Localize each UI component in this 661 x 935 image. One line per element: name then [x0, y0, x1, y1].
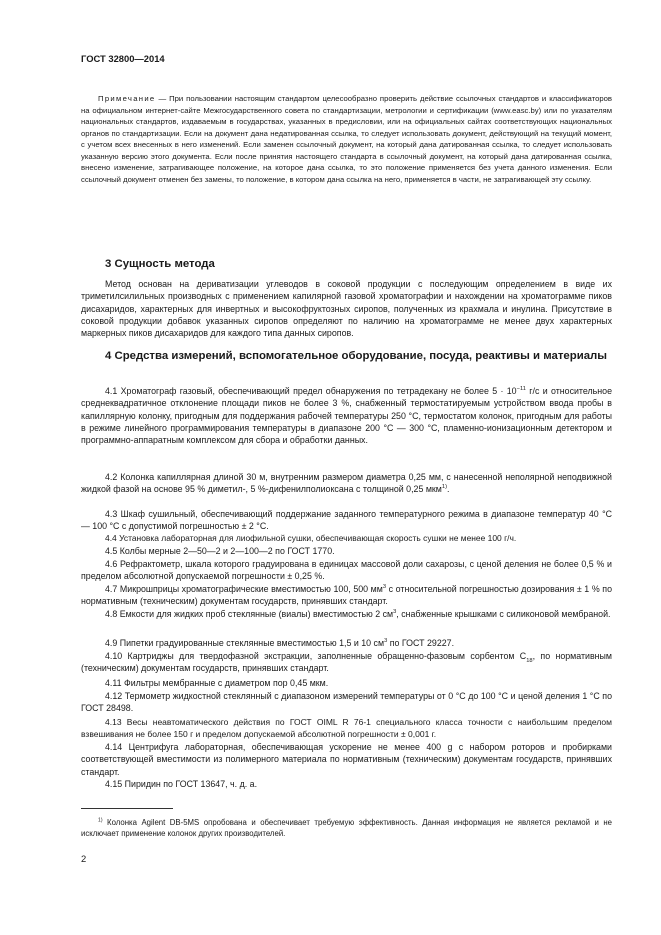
footnote-mark: 1) [98, 817, 103, 824]
note-text: — При пользовании настоящим стандартом целесообразно проверить действие ссылочных стандартов и классификаторов на официальном интернет-сайте Межгосударственного совета по стандартизации, метрологии и сертификации (www.easc.by) или по указателям национальных стандартов, издаваемым в государствах, указанных в предисловии, или на официальных сайтах соответствующих национальных органов по стандартизации. Если на документ дана недатированная ссылка, то следует использовать документ, действующий на текущий момент, с учетом всех внесенных в него изменений. Если заменен ссылочный документ, на который дана датированная ссылка, то следует использовать указанную версию этого документа. Если после принятия настоящего стандарта в ссылочный документ, на который дана датированная ссылка, внесено изменение, затрагивающее положение, на которое дана ссылка, то это положение применяется без учета данного изменения. Если ссылочный документ отменен без замены, то положение, в котором дана ссылка на него, применяется в части, не затрагивающей эту ссылку. [81, 94, 612, 184]
document-header: ГОСТ 32800—2014 [81, 53, 165, 64]
clause-4-4: 4.4 Установка лабораторная для лиофильной сушки, обеспечивающая скорость сушки не менее 100 г/ч. [105, 533, 517, 543]
section-3-text: Метод основан на дериватизации углеводов в соковой продукции с последующим определением в виде их триметилсилильных производных с применением капилярной газовой хроматографии и нахождении на хроматограмме пиков дисахаридов, характерных для инвертных и высокофруктозных сиропов, полученных из крахмала и инулина. Присутствие в соковой продукции добавок указанных сиропов определяют по наличию на хроматограмме не менее двух характерных маркерных пиков дисахаридов для каждого типа данных сиропов. [81, 279, 612, 339]
clause-4-1: 4.1 Хроматограф газовый, обеспечивающий предел обнаружения по тетрадекану не более $5 \cdot 10^{-11}$ г/с и относительное среднеквадратичное отклонение площади пиков не более 3 %, снабженный термостатируемым устройством ввода пробы в капиллярную колонку, пригодным для поддержания рабочей температуры 250 °С, термостатом колонок, пригодным для работы в режиме линейного программирования температуры в диапазоне 200 °С — 300 °С, пламенно-ионизационным детектором и программно-аппаратным комплексом для сбора и обработки данных. [81, 386, 612, 446]
clause-4-3: 4.3 Шкаф сушильный, обеспечивающий поддержание заданного температурного режима в диапазоне температур 40 °С — 100 °С с допустимой погрешностью ± 2 °С. [81, 509, 612, 532]
clause-4-15: 4.15 Пиридин по ГОСТ 13647, ч. д. а. [105, 779, 258, 789]
footnote-text: Колонка Agilent DB-5MS опробована и обеспечивает требуемую эффективность. Данная информация не является рекламой и не исключает применение колонок других производителей. [81, 818, 612, 838]
note-paragraph [81, 93, 612, 185]
clause-4-12: 4.12 Термометр жидкостной стеклянный с диапазоном измерений температуры от 0 °С до 100 °С и ценой деления 1 °С по ГОСТ 28498. [81, 691, 612, 714]
footnote-separator [81, 808, 173, 809]
note-label: Примечание [98, 94, 156, 103]
clause-4-6: 4.6 Рефрактометр, шкала которого градуирована в единицах массовой доли сахарозы, с ценой деления не более 0,5 % и пределом абсолютной допускаемой погрешности ± 0,25 %. [81, 559, 612, 582]
clause-4-9: 4.9 Пипетки градуированные стеклянные вместимостью 1,5 и 10 $см^3$ по ГОСТ 29227. [105, 638, 455, 648]
page-number: 2 [81, 853, 87, 864]
clause-4-11: 4.11 Фильтры мембранные с диаметром пор 0,45 мкм. [105, 678, 329, 688]
section-4-heading: 4 Средства измерений, вспомогательное оборудование, посуда, реактивы и материалы [105, 350, 608, 362]
footnote [81, 817, 612, 839]
clause-4-2: 4.2 Колонка капиллярная длиной 30 м, внутренним размером диаметра 0,25 мм, с нанесенной неполярной неподвижной жидкой фазой на основе 95 % диметил-, 5 %-дифенилполиоксана с толщиной 0,25 мкм$^{1)}$. [81, 472, 612, 495]
clause-4-7: 4.7 Микрошприцы хроматографические вместимостью 100, 500 $мм^3$ с относительной погрешностью дозирования ± 1 % по нормативным (техническим) документам государств, принявших стандарт. [81, 584, 612, 607]
clause-4-14: 4.14 Центрифуга лабораторная, обеспечивающая ускорение не менее 400 g с набором роторов и пробирками соответствующей вместимости из полимерного материала по нормативным (техническим) документам государств, принявших стандарт. [81, 742, 612, 777]
footnote-ref: 1) [441, 484, 447, 491]
section-3-heading: 3 Сущность метода [105, 258, 215, 270]
clause-4-10: 4.10 Картриджы для твердофазной экстракции, заполненные обращенно-фазовым сорбентом $С_{18}$, по нормативным (техническим) документам государств, принявших стандарт. [81, 651, 612, 674]
clause-4-5: 4.5 Колбы мерные 2—50—2 и 2—100—2 по ГОСТ 1770. [105, 546, 335, 556]
clause-4-8: 4.8 Емкости для жидких проб стеклянные (виалы) вместимостью 2 $см^3$, снабженные крышками с силиконовой мембраной. [105, 609, 611, 619]
clause-4-13: 4.13 Весы неавтоматического действия по ГОСТ OIML R 76-1 специального класса точности с наибольшим пределом взвешивания не более 150 г и пределом допускаемой абсолютной погрешности ± 0,001 г. [81, 717, 612, 740]
